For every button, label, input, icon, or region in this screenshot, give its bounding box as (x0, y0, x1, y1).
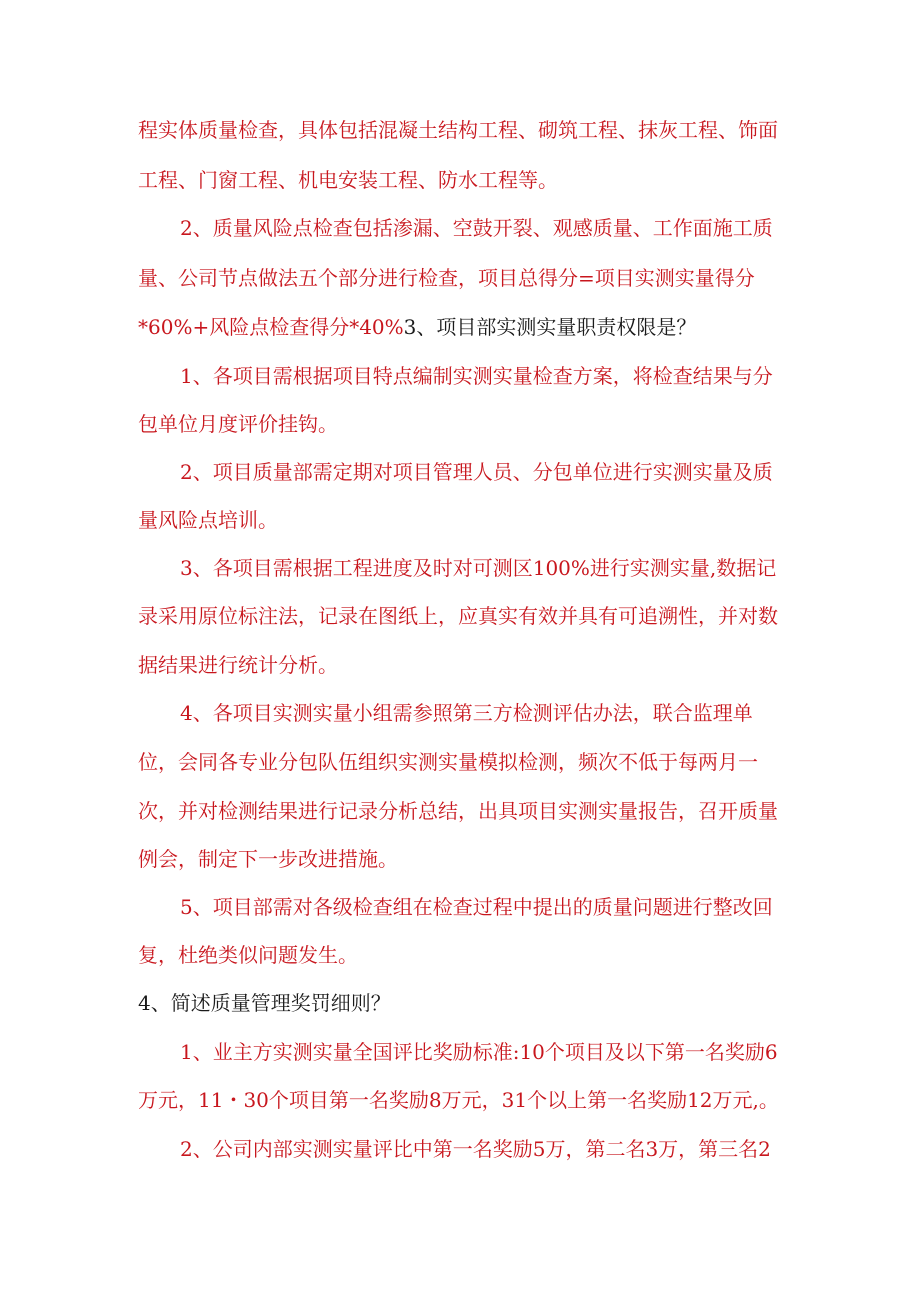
section-heading-3: 3、项目部实测实量职责权限是？ (403, 315, 697, 339)
paragraph-line: 万元，11・30个项目第一名奖励8万元，31个以上第一名奖励12万元,。 (138, 1088, 779, 1112)
paragraph-line-mixed (138, 312, 696, 342)
paragraph-line: 程实体质量检查，具体包括混凝土结构工程、砌筑工程、抹灰工程、饰面 (138, 118, 778, 142)
paragraph-line: 工程、门窗工程、机电安装工程、防水工程等。 (138, 168, 558, 192)
paragraph-line: 2、质量风险点检查包括渗漏、空鼓开裂、观感质量、工作面施工质 (180, 216, 773, 240)
paragraph-line: 例会，制定下一步改进措施。 (138, 847, 398, 871)
paragraph-line: 据结果进行统计分析。 (138, 653, 338, 677)
paragraph-line: 复，杜绝类似问题发生。 (138, 943, 358, 967)
paragraph-line: 次，并对检测结果进行记录分析总结，出具项目实测实量报告，召开质量 (138, 799, 778, 823)
paragraph-line: 2、项目质量部需定期对项目管理人员、分包单位进行实测实量及质 (180, 460, 773, 484)
paragraph-line: 录采用原位标注法，记录在图纸上，应真实有效并具有可追溯性，并对数 (138, 604, 778, 628)
paragraph-line: 1、业主方实测实量全国评比奖励标准:10个项目及以下第一名奖励6 (180, 1040, 778, 1064)
paragraph-line: 2、公司内部实测实量评比中第一名奖励5万，第二名3万，第三名2 (180, 1137, 771, 1161)
paragraph-line: 5、项目部需对各级检查组在检查过程中提出的质量问题进行整改回 (180, 895, 773, 919)
paragraph-line: 4、各项目实测实量小组需参照第三方检测评估办法，联合监理单 (180, 701, 753, 725)
formula-text: *60%+风险点检查得分*40% (138, 315, 404, 339)
section-heading-4: 4、简述质量管理奖罚细则？ (138, 991, 391, 1015)
paragraph-line: 量风险点培训。 (138, 508, 278, 532)
paragraph-line: 3、各项目需根据工程进度及时对可测区100%进行实测实量,数据记 (180, 556, 777, 580)
paragraph-line: 1、各项目需根据项目特点编制实测实量检查方案，将检查结果与分 (180, 364, 773, 388)
paragraph-line: 量、公司节点做法五个部分进行检查，项目总得分=项目实测实量得分 (138, 266, 755, 290)
paragraph-line: 位，会同各专业分包队伍组织实测实量模拟检测，频次不低于每两月一 (138, 750, 758, 774)
paragraph-line: 包单位月度评价挂钩。 (138, 412, 338, 436)
